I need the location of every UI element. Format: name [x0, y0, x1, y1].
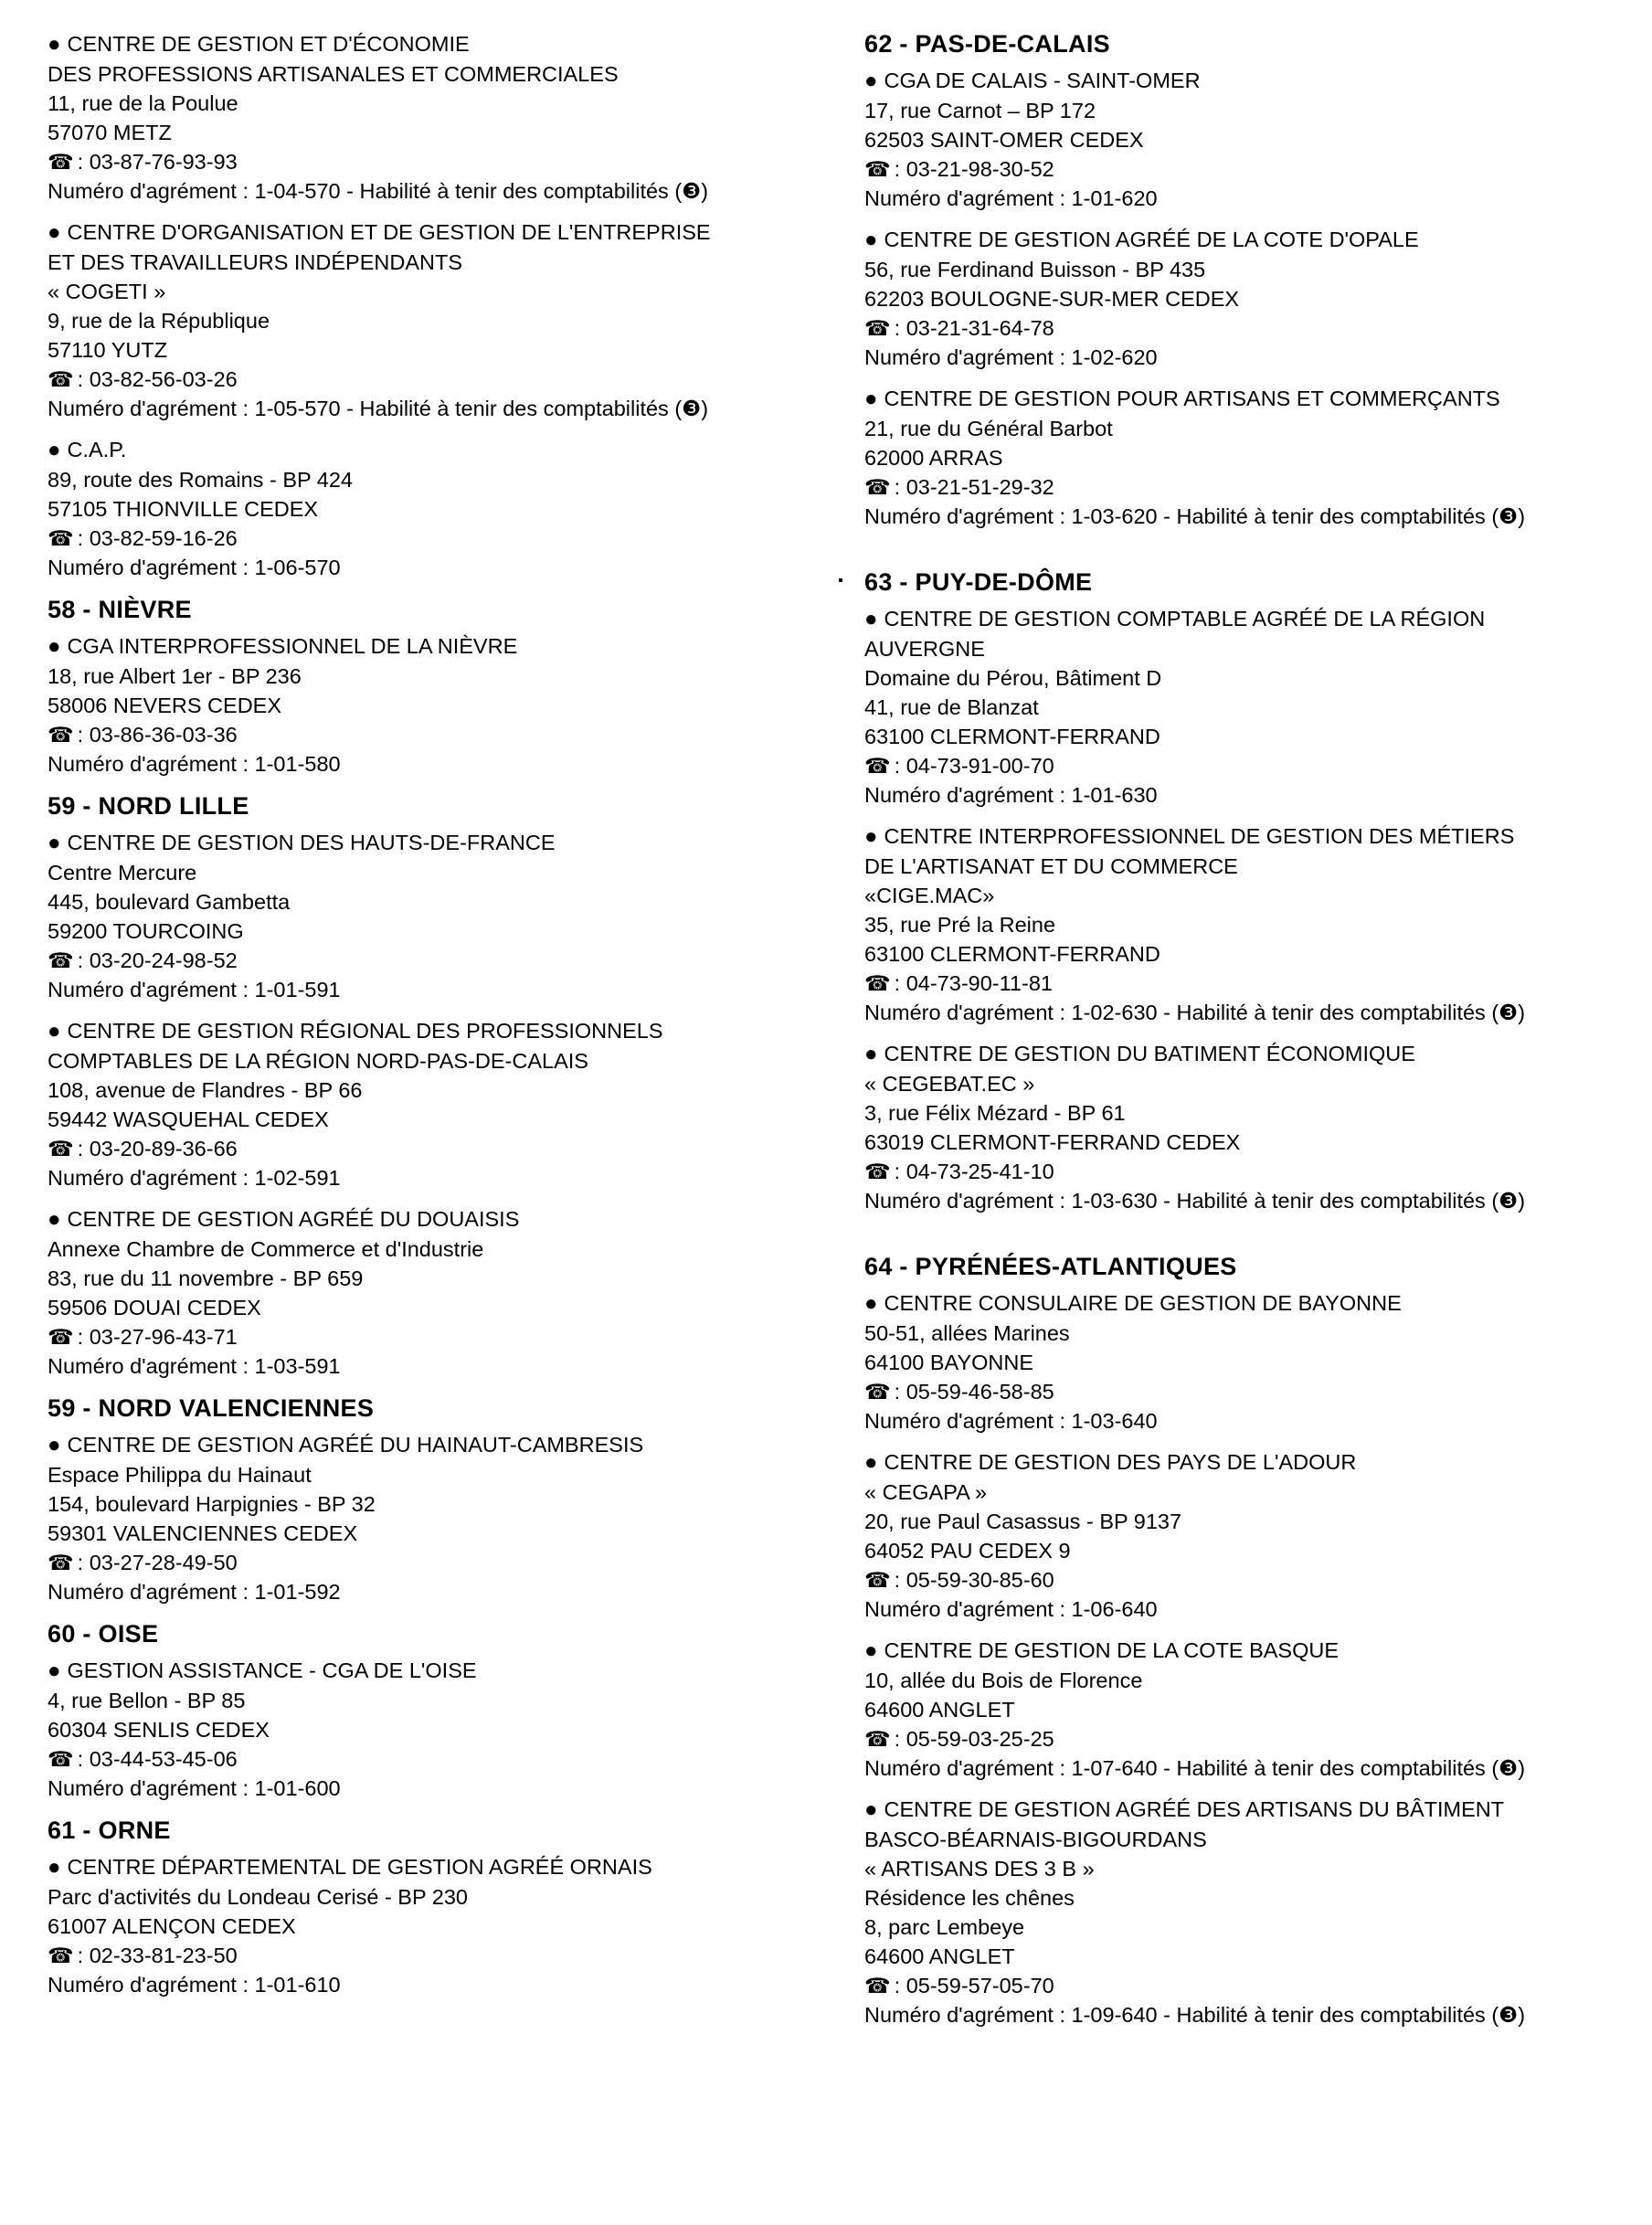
address-text: 83, rue du 11 novembre - BP 659	[48, 1266, 364, 1290]
agrement-number: Numéro d'agrément : 1-07-640 - Habilité à tenir des comptabilités (❸)	[864, 1756, 1526, 1780]
address-line	[48, 662, 852, 691]
address-text: 58006 NEVERS CEDEX	[48, 694, 282, 717]
phone-number: : 03-20-89-36-66	[77, 1137, 238, 1160]
center-entry	[864, 1795, 1641, 2029]
address-line	[864, 1695, 1641, 1724]
address-text: 64100 BAYONNE	[864, 1351, 1034, 1374]
department-section	[864, 1252, 1641, 2029]
address-line	[48, 59, 852, 89]
department-heading: 58 - NIÈVRE	[48, 596, 192, 623]
center-entry	[864, 384, 1641, 531]
address-line	[864, 1098, 1641, 1128]
phone-number: : 03-27-28-49-50	[77, 1551, 238, 1574]
agrement-number: Numéro d'agrément : 1-01-592	[48, 1580, 341, 1604]
address-line	[48, 1882, 852, 1912]
address-line	[48, 1234, 852, 1264]
address-line	[864, 852, 1641, 881]
address-text: 64600 ANGLET	[864, 1944, 1015, 1968]
address-text: 62503 SAINT-OMER CEDEX	[864, 128, 1144, 152]
center-name-line	[864, 604, 1641, 634]
department-section	[48, 1816, 852, 1999]
phone-icon: ☎	[864, 1380, 891, 1404]
address-line	[864, 255, 1641, 284]
department-section	[48, 29, 852, 582]
phone-line	[48, 524, 852, 553]
bullet-icon: ●	[864, 1638, 878, 1663]
address-text: 57070 METZ	[48, 121, 172, 144]
address-text: 21, rue du Général Barbot	[864, 417, 1113, 440]
phone-icon: ☎	[48, 1944, 74, 1967]
address-text: 108, avenue de Flandres - BP 66	[48, 1078, 363, 1102]
phone-icon: ☎	[48, 367, 74, 391]
bullet-icon: ●	[48, 634, 61, 659]
center-name: C.A.P.	[67, 438, 127, 461]
department-section	[864, 29, 1641, 531]
address-line	[864, 939, 1641, 969]
center-name-line	[48, 1430, 852, 1460]
center-entry	[48, 1852, 852, 1999]
address-line	[864, 1883, 1641, 1912]
center-entry	[48, 29, 852, 206]
address-text: 9, rue de la République	[48, 309, 270, 333]
address-text: 10, allée du Bois de Florence	[864, 1669, 1143, 1692]
phone-icon: ☎	[864, 1568, 891, 1592]
department-heading: 61 - ORNE	[48, 1817, 171, 1844]
phone-number: : 03-20-24-98-52	[77, 948, 238, 972]
address-text: « COGETI »	[48, 280, 166, 303]
address-text: AUVERGNE	[864, 637, 985, 661]
agrement-number: Numéro d'agrément : 1-03-640	[864, 1409, 1158, 1433]
right-column	[864, 29, 1641, 2041]
phone-icon: ☎	[48, 526, 74, 550]
agrement-number: Numéro d'agrément : 1-06-570	[48, 556, 341, 579]
address-line	[864, 634, 1641, 663]
address-line	[864, 414, 1641, 443]
agrement-number: Numéro d'agrément : 1-04-570 - Habilité à tenir des comptabilités (❸)	[48, 179, 709, 203]
address-text: 154, boulevard Harpignies - BP 32	[48, 1492, 376, 1516]
center-name: CGA DE CALAIS - SAINT-OMER	[884, 69, 1201, 92]
phone-line	[48, 1744, 852, 1774]
bullet-icon: ●	[864, 1042, 878, 1066]
address-line	[864, 96, 1641, 125]
bullet-icon: ●	[864, 228, 878, 252]
phone-line	[864, 472, 1641, 502]
phone-number: : 03-21-31-64-78	[894, 316, 1054, 340]
center-entry	[48, 1430, 852, 1606]
address-text: 3, rue Félix Mézard - BP 61	[864, 1101, 1126, 1125]
center-entry	[864, 1288, 1641, 1436]
address-text: 18, rue Albert 1er - BP 236	[48, 664, 302, 688]
address-line	[48, 306, 852, 335]
phone-line	[864, 313, 1641, 343]
agrement-number: Numéro d'agrément : 1-09-640 - Habilité à tenir des comptabilités (❸)	[864, 2003, 1526, 2027]
phone-line	[864, 751, 1641, 780]
center-entry	[48, 435, 852, 582]
address-text: 63019 CLERMONT-FERRAND CEDEX	[864, 1130, 1241, 1154]
address-line	[864, 663, 1641, 693]
address-line	[864, 284, 1641, 313]
center-entry	[864, 1039, 1641, 1215]
address-text: 8, parc Lembeye	[864, 1915, 1025, 1939]
agrement-number: Numéro d'agrément : 1-01-580	[48, 752, 341, 776]
phone-icon: ☎	[48, 723, 74, 747]
phone-line	[864, 1377, 1641, 1406]
address-text: 63100 CLERMONT-FERRAND	[864, 725, 1160, 748]
center-entry	[864, 821, 1641, 1027]
address-text: 445, boulevard Gambetta	[48, 890, 291, 914]
center-entry	[864, 604, 1641, 810]
center-name: CENTRE DE GESTION ET D'ÉCONOMIE	[67, 32, 470, 56]
phone-line	[48, 147, 852, 176]
agrement-number: Numéro d'agrément : 1-05-570 - Habilité à tenir des comptabilités (❸)	[48, 397, 709, 420]
phone-line	[48, 720, 852, 749]
phone-line	[864, 1565, 1641, 1595]
center-name: CENTRE DE GESTION AGRÉÉ DU HAINAUT-CAMBRESIS	[67, 1433, 644, 1457]
agrement-number: Numéro d'agrément : 1-03-630 - Habilité à tenir des comptabilités (❸)	[864, 1189, 1526, 1213]
center-name: CENTRE INTERPROFESSIONNEL DE GESTION DES MÉTIERS	[884, 824, 1515, 848]
phone-icon: ☎	[864, 971, 891, 995]
department-heading: 59 - NORD VALENCIENNES	[48, 1394, 375, 1422]
address-text: BASCO-BÉARNAIS-BIGOURDANS	[864, 1828, 1207, 1851]
center-name-line	[864, 384, 1641, 414]
phone-icon: ☎	[864, 157, 891, 181]
phone-line	[48, 946, 852, 975]
phone-line	[864, 1157, 1641, 1186]
center-name: CENTRE DÉPARTEMENTAL DE GESTION AGRÉÉ ORNAIS	[67, 1855, 652, 1879]
center-name-line	[864, 1288, 1641, 1319]
phone-line	[48, 1941, 852, 1970]
address-line	[864, 910, 1641, 939]
phone-line	[864, 969, 1641, 998]
center-name: CENTRE DE GESTION RÉGIONAL DES PROFESSIONNELS	[67, 1019, 663, 1043]
center-name: CENTRE DE GESTION AGRÉÉ DES ARTISANS DU BÂTIMENT	[884, 1797, 1505, 1821]
department-section	[48, 1619, 852, 1803]
address-line	[48, 691, 852, 720]
agrement-number: Numéro d'agrément : 1-03-591	[48, 1354, 341, 1378]
address-text: ET DES TRAVAILLEURS INDÉPENDANTS	[48, 250, 463, 274]
address-text: Résidence les chênes	[864, 1886, 1075, 1910]
center-entry	[864, 225, 1641, 372]
bullet-icon: ●	[864, 824, 878, 849]
address-line	[48, 118, 852, 147]
center-name-line	[48, 828, 852, 858]
address-text: Parc d'activités du Londeau Cerisé - BP 230	[48, 1885, 468, 1909]
phone-icon: ☎	[48, 150, 74, 174]
address-line	[48, 277, 852, 306]
agrement-number: Numéro d'agrément : 1-01-591	[48, 978, 341, 1001]
agrement-number: Numéro d'agrément : 1-02-591	[48, 1166, 341, 1190]
center-name: CENTRE D'ORGANISATION ET DE GESTION DE L'ENTREPRISE	[67, 220, 711, 244]
bullet-icon: ●	[864, 387, 878, 411]
agrement-number: Numéro d'agrément : 1-01-630	[864, 783, 1158, 807]
bullet-icon: ●	[864, 1291, 878, 1316]
address-line	[48, 1686, 852, 1715]
center-entry	[48, 1204, 852, 1381]
address-line	[48, 887, 852, 916]
address-text: Centre Mercure	[48, 861, 197, 885]
bullet-icon: ●	[864, 1450, 878, 1475]
phone-icon: ☎	[864, 1727, 891, 1751]
phone-line	[864, 1971, 1641, 2000]
address-text: « ARTISANS DES 3 B »	[864, 1857, 1095, 1881]
phone-icon: ☎	[48, 948, 74, 972]
department-section	[864, 567, 1641, 1215]
agrement-number: Numéro d'agrément : 1-02-630 - Habilité à tenir des comptabilités (❸)	[864, 1001, 1526, 1024]
print-speck	[839, 578, 842, 582]
address-text: 62000 ARRAS	[864, 446, 1003, 470]
phone-line	[864, 154, 1641, 184]
phone-number: : 03-87-76-93-93	[77, 150, 238, 174]
bullet-icon: ●	[48, 220, 61, 245]
address-text: 17, rue Carnot – BP 172	[864, 99, 1096, 122]
center-entry	[48, 631, 852, 779]
agrement-number: Numéro d'agrément : 1-01-600	[48, 1776, 341, 1800]
agrement-number: Numéro d'agrément : 1-01-610	[48, 1973, 341, 1997]
address-text: 63100 CLERMONT-FERRAND	[864, 942, 1160, 966]
phone-icon: ☎	[48, 1137, 74, 1160]
address-text: DE L'ARTISANAT ET DU COMMERCE	[864, 854, 1238, 878]
phone-number: : 05-59-03-25-25	[894, 1727, 1054, 1751]
phone-number: : 03-82-59-16-26	[77, 526, 238, 550]
center-entry	[48, 217, 852, 423]
center-name: GESTION ASSISTANCE - CGA DE L'OISE	[67, 1658, 477, 1682]
address-text: 59200 TOURCOING	[48, 919, 244, 943]
agrement-number: Numéro d'agrément : 1-01-620	[864, 186, 1158, 210]
address-line	[864, 722, 1641, 751]
phone-line	[48, 1134, 852, 1163]
address-text: 60304 SENLIS CEDEX	[48, 1718, 270, 1742]
phone-number: : 02-33-81-23-50	[77, 1944, 238, 1967]
department-heading: 63 - PUY-DE-DÔME	[864, 568, 1093, 596]
center-name-line	[48, 1016, 852, 1046]
agrement-number: Numéro d'agrément : 1-06-640	[864, 1597, 1158, 1621]
center-name: CENTRE DE GESTION DES HAUTS-DE-FRANCE	[67, 831, 556, 854]
bullet-icon: ●	[48, 32, 61, 57]
bullet-icon: ●	[48, 1433, 61, 1457]
address-text: 11, rue de la Poulue	[48, 91, 238, 115]
center-name-line	[864, 1636, 1641, 1666]
address-text: 57110 YUTZ	[48, 338, 168, 362]
address-line	[864, 1536, 1641, 1565]
phone-icon: ☎	[864, 475, 891, 499]
phone-number: : 03-21-51-29-32	[894, 475, 1054, 499]
phone-number: : 05-59-46-58-85	[894, 1380, 1054, 1404]
phone-line	[48, 365, 852, 394]
address-line	[48, 89, 852, 118]
address-line	[864, 1507, 1641, 1536]
address-line	[48, 1715, 852, 1744]
phone-icon: ☎	[48, 1551, 74, 1574]
address-line	[864, 1854, 1641, 1883]
center-name: CENTRE DE GESTION DU BATIMENT ÉCONOMIQUE	[884, 1042, 1415, 1065]
phone-number: : 03-44-53-45-06	[77, 1747, 238, 1771]
address-text: Espace Philippa du Hainaut	[48, 1463, 312, 1487]
phone-number: : 05-59-57-05-70	[894, 1974, 1054, 1997]
bullet-icon: ●	[48, 1658, 61, 1683]
address-text: 57105 THIONVILLE CEDEX	[48, 497, 319, 521]
center-entry	[864, 1636, 1641, 1783]
phone-number: : 03-82-56-03-26	[77, 367, 238, 391]
address-line	[864, 1128, 1641, 1157]
address-line	[48, 1460, 852, 1489]
center-name: CENTRE DE GESTION COMPTABLE AGRÉÉ DE LA RÉGION	[884, 607, 1486, 630]
department-section	[48, 791, 852, 1381]
address-line	[48, 494, 852, 524]
address-text: COMPTABLES DE LA RÉGION NORD-PAS-DE-CALAIS	[48, 1049, 588, 1073]
center-name-line	[864, 1039, 1641, 1069]
address-text: « CEGEBAT.EC »	[864, 1072, 1035, 1096]
phone-icon: ☎	[864, 316, 891, 340]
address-text: 61007 ALENÇON CEDEX	[48, 1914, 296, 1938]
department-section	[48, 595, 852, 779]
bullet-icon: ●	[48, 1019, 61, 1044]
center-name-line	[48, 1204, 852, 1234]
bullet-icon: ●	[48, 831, 61, 855]
center-name: CENTRE CONSULAIRE DE GESTION DE BAYONNE	[884, 1291, 1402, 1315]
address-text: 59506 DOUAI CEDEX	[48, 1296, 261, 1319]
department-heading: 60 - OISE	[48, 1620, 159, 1648]
center-name-line	[864, 1447, 1641, 1478]
address-text: 89, route des Romains - BP 424	[48, 468, 353, 492]
phone-icon: ☎	[48, 1325, 74, 1349]
agrement-number: Numéro d'agrément : 1-02-620	[864, 345, 1158, 369]
address-line	[48, 1046, 852, 1075]
address-line	[48, 1264, 852, 1293]
bullet-icon: ●	[48, 438, 61, 462]
phone-number: : 05-59-30-85-60	[894, 1568, 1054, 1592]
bullet-icon: ●	[864, 607, 878, 631]
bullet-icon: ●	[864, 1797, 878, 1822]
center-name-line	[48, 1852, 852, 1882]
phone-icon: ☎	[864, 1974, 891, 1997]
department-section	[48, 1393, 852, 1606]
address-line	[48, 1105, 852, 1134]
address-line	[48, 1912, 852, 1941]
address-line	[864, 1666, 1641, 1695]
address-line	[48, 248, 852, 277]
address-text: Annexe Chambre de Commerce et d'Industrie	[48, 1237, 484, 1261]
center-name-line	[864, 225, 1641, 255]
center-name: CENTRE DE GESTION AGRÉÉ DE LA COTE D'OPALE	[884, 228, 1419, 251]
center-name: CENTRE DE GESTION DES PAYS DE L'ADOUR	[884, 1450, 1357, 1474]
center-name-line	[48, 29, 852, 59]
address-line	[48, 858, 852, 887]
address-line	[48, 916, 852, 946]
address-line	[864, 1478, 1641, 1507]
address-line	[48, 1075, 852, 1105]
address-line	[864, 1319, 1641, 1348]
center-name-line	[864, 821, 1641, 852]
phone-icon: ☎	[864, 1160, 891, 1183]
department-heading: 64 - PYRÉNÉES-ATLANTIQUES	[864, 1253, 1237, 1280]
phone-number: : 04-73-91-00-70	[894, 754, 1054, 778]
center-name: CENTRE DE GESTION DE LA COTE BASQUE	[884, 1638, 1340, 1662]
center-name: CENTRE DE GESTION POUR ARTISANS ET COMMERÇANTS	[884, 387, 1500, 410]
address-text: DES PROFESSIONS ARTISANALES ET COMMERCIALES	[48, 62, 619, 86]
phone-number: : 03-86-36-03-36	[77, 723, 238, 747]
address-line	[48, 1519, 852, 1548]
phone-number: : 03-27-96-43-71	[77, 1325, 238, 1349]
bullet-icon: ●	[864, 69, 878, 93]
center-entry	[864, 1447, 1641, 1624]
address-text: « CEGAPA »	[864, 1480, 988, 1504]
address-text: 4, rue Bellon - BP 85	[48, 1689, 246, 1712]
address-text: 56, rue Ferdinand Buisson - BP 435	[864, 258, 1206, 281]
address-text: 35, rue Pré la Reine	[864, 913, 1056, 937]
address-line	[48, 335, 852, 365]
address-text: 50-51, allées Marines	[864, 1321, 1070, 1345]
phone-number: : 04-73-90-11-81	[894, 971, 1053, 995]
address-text: 62203 BOULOGNE-SUR-MER CEDEX	[864, 287, 1240, 311]
address-text: 20, rue Paul Casassus - BP 9137	[864, 1510, 1182, 1533]
agrement-number: Numéro d'agrément : 1-03-620 - Habilité à tenir des comptabilités (❸)	[864, 504, 1526, 528]
address-line	[48, 465, 852, 494]
phone-icon: ☎	[48, 1747, 74, 1771]
left-column	[48, 29, 852, 2011]
address-line	[864, 1912, 1641, 1942]
phone-icon: ☎	[864, 754, 891, 778]
center-entry	[48, 1016, 852, 1192]
address-text: 59442 WASQUEHAL CEDEX	[48, 1107, 329, 1131]
address-text: «CIGE.MAC»	[864, 884, 995, 907]
address-text: 64052 PAU CEDEX 9	[864, 1539, 1071, 1563]
phone-line	[864, 1724, 1641, 1754]
phone-number: : 04-73-25-41-10	[894, 1160, 1054, 1183]
address-text: Domaine du Pérou, Bâtiment D	[864, 666, 1162, 690]
center-name: CENTRE DE GESTION AGRÉÉ DU DOUAISIS	[67, 1207, 520, 1231]
center-name-line	[864, 1795, 1641, 1825]
address-line	[864, 693, 1641, 722]
address-line	[864, 1069, 1641, 1098]
address-text: 64600 ANGLET	[864, 1698, 1015, 1722]
phone-number: : 03-21-98-30-52	[894, 157, 1054, 181]
address-text: 41, rue de Blanzat	[864, 695, 1039, 719]
center-name-line	[48, 631, 852, 662]
center-name-line	[48, 217, 852, 248]
center-name: CGA INTERPROFESSIONNEL DE LA NIÈVRE	[67, 634, 518, 658]
center-name-line	[48, 1656, 852, 1686]
address-line	[864, 881, 1641, 910]
address-line	[48, 1293, 852, 1322]
bullet-icon: ●	[48, 1207, 61, 1232]
bullet-icon: ●	[48, 1855, 61, 1880]
address-line	[864, 443, 1641, 472]
center-name-line	[864, 66, 1641, 96]
center-entry	[48, 828, 852, 1004]
center-entry	[864, 66, 1641, 213]
center-name-line	[48, 435, 852, 465]
address-line	[864, 125, 1641, 154]
phone-line	[48, 1322, 852, 1351]
address-line	[864, 1942, 1641, 1971]
center-entry	[48, 1656, 852, 1803]
address-line	[48, 1489, 852, 1519]
address-line	[864, 1348, 1641, 1377]
address-text: 59301 VALENCIENNES CEDEX	[48, 1521, 358, 1545]
phone-line	[48, 1548, 852, 1577]
department-heading: 59 - NORD LILLE	[48, 792, 249, 820]
address-line	[864, 1825, 1641, 1854]
department-heading: 62 - PAS-DE-CALAIS	[864, 30, 1110, 58]
